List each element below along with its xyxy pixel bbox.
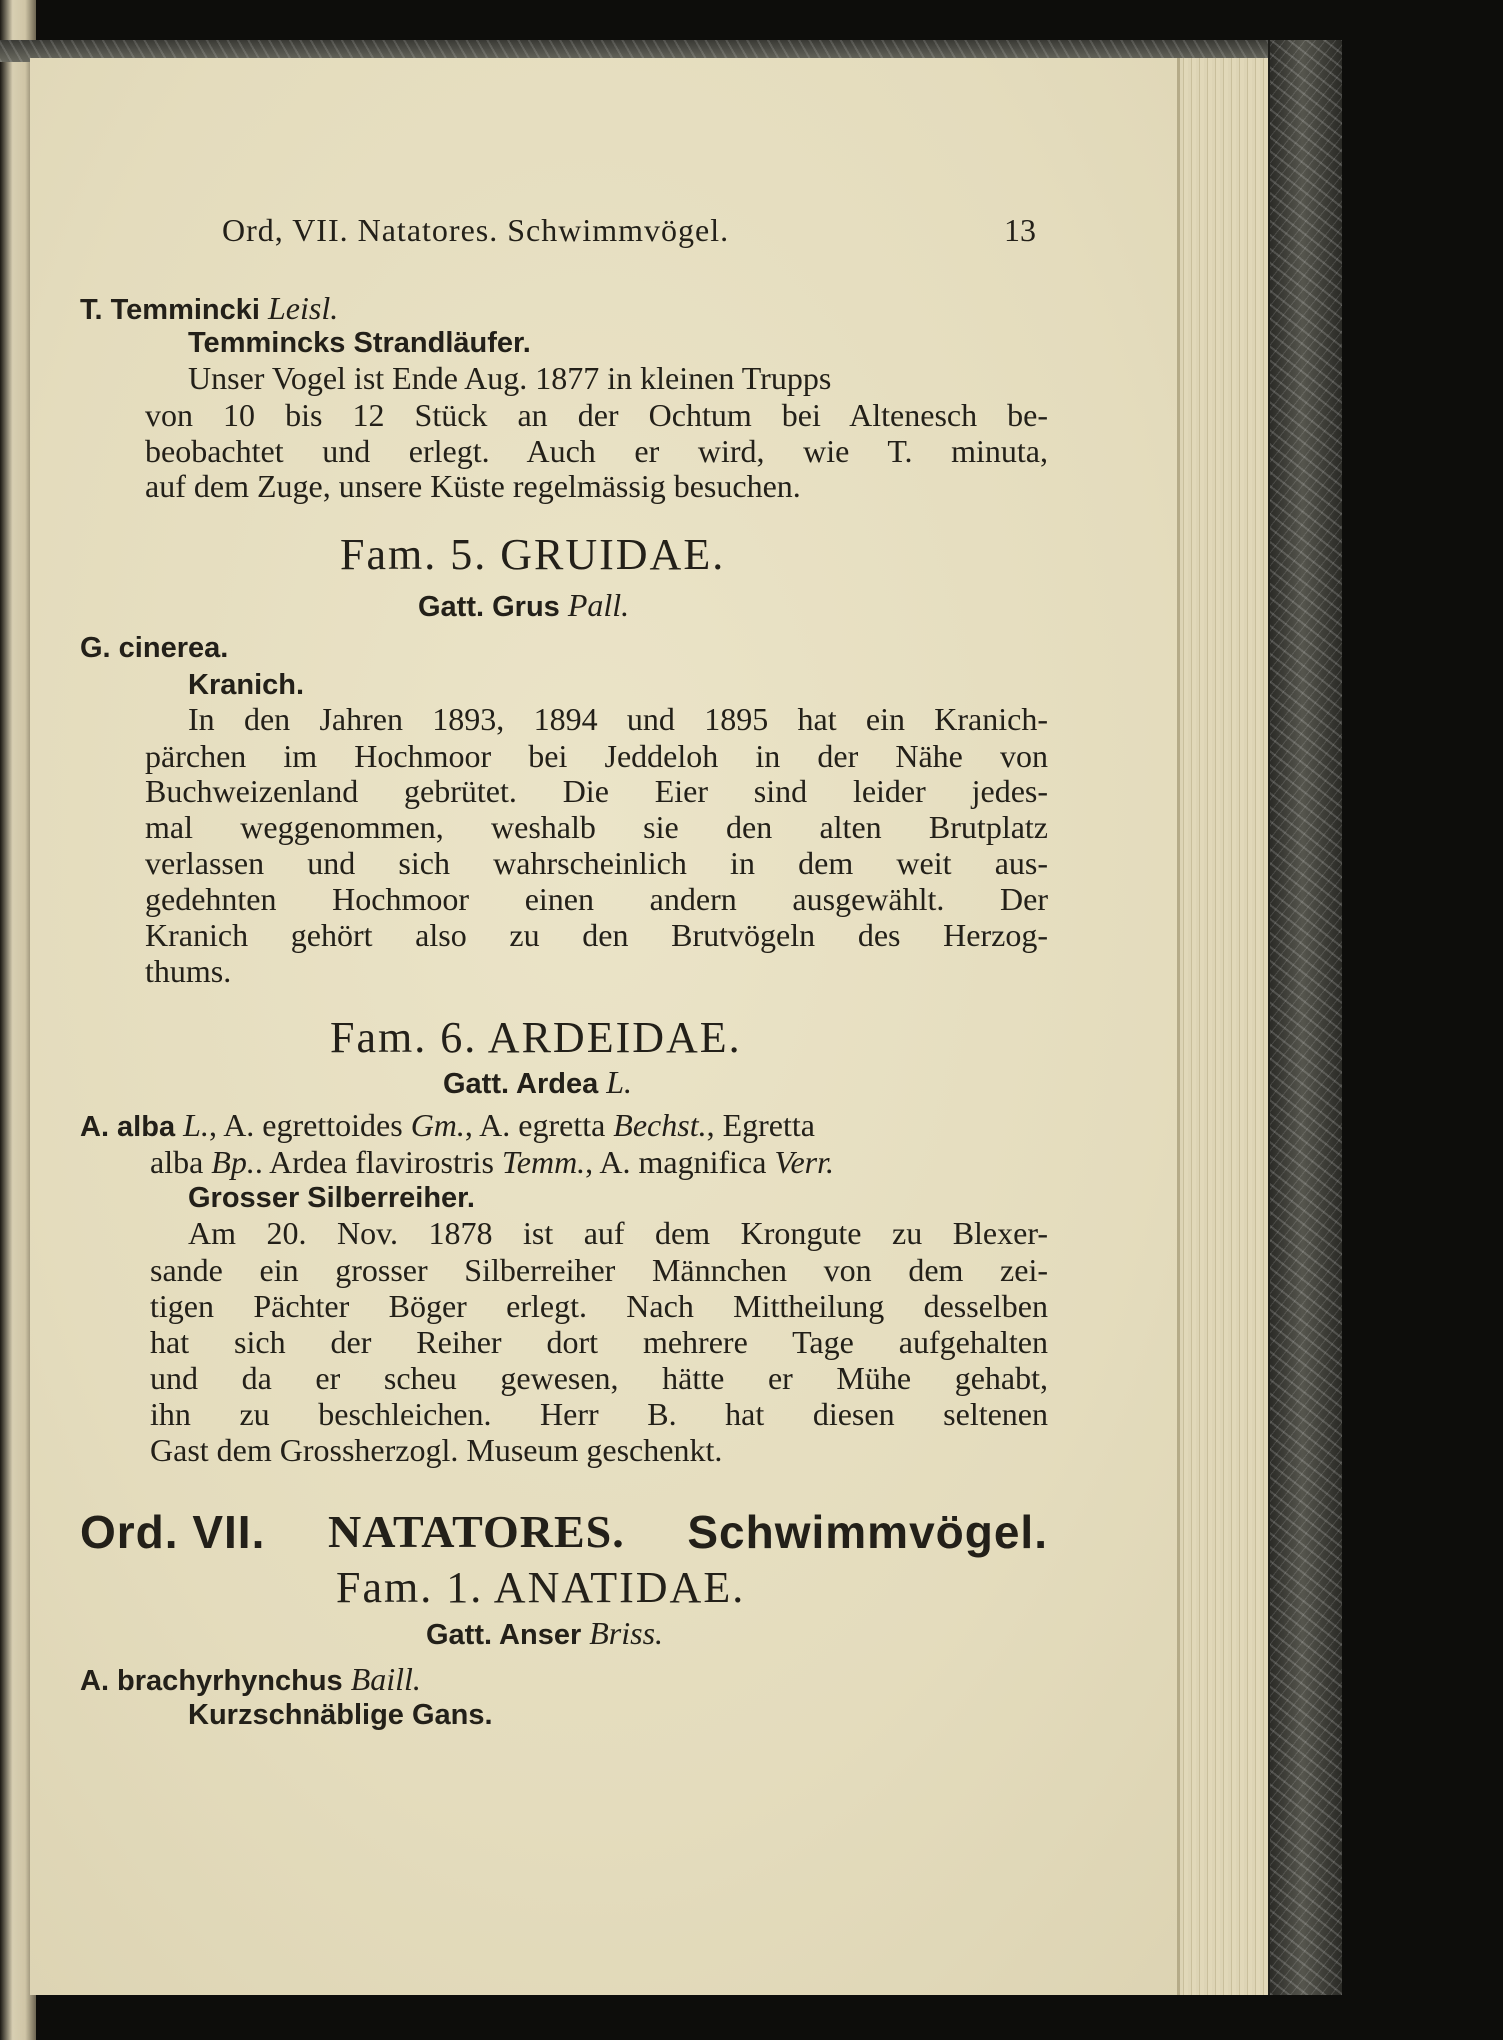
paragraph-line: und da er scheu gewesen, hätte er Mühe gehabt, <box>150 1360 1048 1396</box>
author-abbrev: Temm. <box>501 1144 586 1180</box>
species-name: T. Temmincki <box>80 294 260 326</box>
synonym-text: , A. egretta <box>464 1107 614 1143</box>
common-name: Temmincks Strandläufer. <box>188 327 531 359</box>
species-name: A. alba <box>80 1111 184 1143</box>
species-author: Leisl. <box>267 290 339 326</box>
genus-author: L. <box>606 1064 633 1100</box>
genus-heading <box>443 1063 632 1103</box>
species-name: A. brachyrhynchus <box>80 1665 343 1697</box>
paragraph-line: Gast dem Grossherzogl. Museum geschenkt. <box>150 1432 723 1468</box>
paragraph-line: tigen Pächter Böger erlegt. Nach Mittheilung desselben <box>150 1288 1048 1324</box>
synonym-text: , Egretta <box>706 1107 815 1143</box>
genus-name: Gatt. Anser <box>426 1619 582 1651</box>
paragraph-line: beobachtet und erlegt. Auch er wird, wie T. minuta, <box>145 433 1048 469</box>
synonym-text: alba <box>150 1144 212 1180</box>
author-abbrev: Verr. <box>774 1144 835 1180</box>
paragraph-line: Kranich gehört also zu den Brutvögeln des Herzog- <box>145 917 1048 953</box>
paragraph-line: thums. <box>145 953 232 989</box>
author-abbrev: Bechst. <box>613 1107 707 1143</box>
genus-author: Briss. <box>589 1615 664 1651</box>
family-heading: Fam. 6. ARDEIDAE. <box>330 1013 742 1062</box>
common-name: Kurzschnäblige Gans. <box>188 1699 493 1731</box>
genus-name: Gatt. Grus <box>418 591 560 623</box>
synonymy-line <box>150 1143 834 1181</box>
order-heading <box>80 1506 1048 1558</box>
paragraph-line: Unser Vogel ist Ende Aug. 1877 in kleinen Trupps <box>188 360 832 396</box>
species-heading <box>80 289 338 329</box>
paragraph-line: von 10 bis 12 Stück an der Ochtum bei Altenesch be- <box>145 397 1048 433</box>
paragraph-line: Buchweizenland gebrütet. Die Eier sind leider jedes- <box>145 773 1048 809</box>
paragraph-line: pärchen im Hochmoor bei Jeddeloh in der Nähe von <box>145 738 1048 774</box>
author-abbrev: Gm. <box>410 1107 465 1143</box>
author-abbrev: Bp. <box>211 1144 255 1180</box>
order-name: NATATORES. <box>328 1506 625 1557</box>
synonymy-line <box>80 1106 815 1146</box>
order-number: Ord. VII. <box>80 1506 266 1558</box>
paragraph-line: verlassen und sich wahrscheinlich in dem weit aus- <box>145 845 1048 881</box>
genus-heading <box>426 1614 663 1654</box>
paragraph-line: Am 20. Nov. 1878 ist auf dem Krongute zu Blexer- <box>188 1215 1048 1251</box>
running-title: Ord, VII. Natatores. Schwimmvögel. <box>222 212 730 248</box>
species-heading <box>80 1660 421 1700</box>
family-heading: Fam. 1. ANATIDAE. <box>336 1563 746 1612</box>
genus-name: Gatt. Ardea <box>443 1068 599 1100</box>
family-heading: Fam. 5. GRUIDAE. <box>340 530 726 579</box>
paragraph-line: ihn zu beschleichen. Herr B. hat diesen seltenen <box>150 1396 1048 1432</box>
synonym-text: , A. egrettoides <box>208 1107 411 1143</box>
order-common-name: Schwimmvögel. <box>687 1506 1048 1558</box>
species-name: G. cinerea. <box>80 632 229 664</box>
paragraph-line: gedehnten Hochmoor einen andern ausgewählt. Der <box>145 881 1048 917</box>
page-number: 13 <box>1004 212 1036 248</box>
synonym-text: , A. magnifica <box>585 1144 775 1180</box>
paragraph-line: In den Jahren 1893, 1894 und 1895 hat ein Kranich- <box>188 701 1048 737</box>
paragraph-line: mal weggenommen, weshalb sie den alten Brutplatz <box>145 809 1048 845</box>
species-author: Baill. <box>350 1661 421 1697</box>
common-name: Kranich. <box>188 669 305 701</box>
author-abbrev: L. <box>183 1107 209 1143</box>
synonym-text: . Ardea flavirostris <box>254 1144 502 1180</box>
paragraph-line: auf dem Zuge, unsere Küste regelmässig besuchen. <box>145 468 801 504</box>
genus-heading <box>418 586 629 626</box>
genus-author: Pall. <box>567 587 630 623</box>
paragraph-line: hat sich der Reiher dort mehrere Tage aufgehalten <box>150 1324 1048 1360</box>
paragraph-line: sande ein grosser Silberreiher Männchen von dem zei- <box>150 1252 1048 1288</box>
common-name: Grosser Silberreiher. <box>188 1182 475 1214</box>
